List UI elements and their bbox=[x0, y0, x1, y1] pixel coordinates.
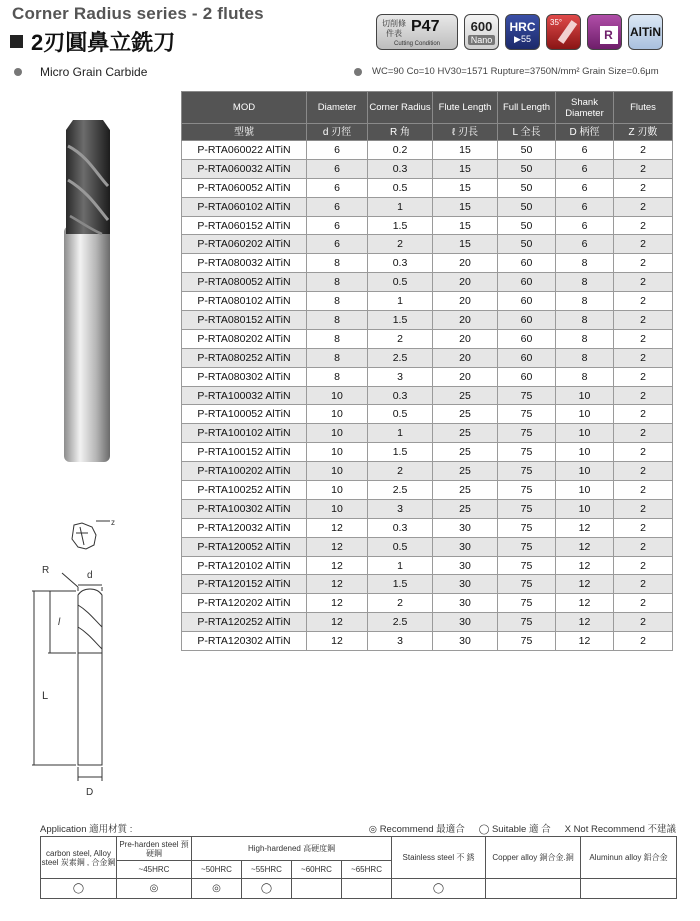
table-cell: 20 bbox=[433, 367, 498, 386]
table-row bbox=[182, 424, 673, 443]
helix-angle-badge bbox=[546, 14, 581, 50]
legend-recommend: ◎ Recommend 最適合 bbox=[368, 824, 465, 835]
app-mark bbox=[581, 879, 677, 899]
model-cell: P-RTA100052 AlTiN bbox=[182, 405, 307, 424]
model-cell: P-RTA080052 AlTiN bbox=[182, 273, 307, 292]
material-text: Micro Grain Carbide bbox=[40, 65, 148, 79]
app-mark: ◯ bbox=[392, 879, 486, 899]
table-cell: 75 bbox=[498, 443, 556, 462]
table-cell: 2 bbox=[614, 329, 673, 348]
table-cell: 8 bbox=[307, 311, 368, 330]
table-cell: 2 bbox=[614, 556, 673, 575]
table-cell: 2 bbox=[368, 594, 433, 613]
col-header: Diameter bbox=[307, 92, 368, 124]
table-cell: 2 bbox=[614, 159, 673, 178]
table-cell: 2 bbox=[614, 386, 673, 405]
model-cell: P-RTA100252 AlTiN bbox=[182, 481, 307, 500]
app-mark: ◎ bbox=[117, 879, 192, 899]
table-cell: 2 bbox=[614, 348, 673, 367]
table-cell: 30 bbox=[433, 613, 498, 632]
table-cell: 6 bbox=[307, 235, 368, 254]
table-cell: 10 bbox=[556, 405, 614, 424]
table-cell: 25 bbox=[433, 481, 498, 500]
table-cell: 30 bbox=[433, 594, 498, 613]
model-cell: P-RTA080202 AlTiN bbox=[182, 329, 307, 348]
application-header bbox=[40, 821, 676, 835]
table-cell: 6 bbox=[307, 216, 368, 235]
table-cell: 2.5 bbox=[368, 613, 433, 632]
helix-label: 35° bbox=[550, 18, 563, 27]
table-cell: 2 bbox=[614, 292, 673, 311]
app-sub: ~60HRC bbox=[292, 861, 342, 879]
model-cell: P-RTA060202 AlTiN bbox=[182, 235, 307, 254]
table-cell: 12 bbox=[307, 575, 368, 594]
table-cell: 50 bbox=[498, 141, 556, 160]
table-cell: 75 bbox=[498, 632, 556, 651]
table-cell: 12 bbox=[556, 518, 614, 537]
nano-top: 600 bbox=[470, 19, 493, 34]
model-cell: P-RTA100302 AlTiN bbox=[182, 499, 307, 518]
app-preharden: Pre-harden steel 預硬鋼 bbox=[117, 837, 192, 861]
table-cell: 1 bbox=[368, 424, 433, 443]
table-cell: 60 bbox=[498, 329, 556, 348]
table-cell: 60 bbox=[498, 292, 556, 311]
col-header: Flutes bbox=[614, 92, 673, 124]
table-cell: 1 bbox=[368, 197, 433, 216]
table-cell: 6 bbox=[307, 141, 368, 160]
table-cell: 10 bbox=[556, 386, 614, 405]
table-cell: 12 bbox=[556, 613, 614, 632]
table-cell: 15 bbox=[433, 197, 498, 216]
table-row bbox=[182, 159, 673, 178]
col-header: R 角 bbox=[368, 124, 433, 141]
table-cell: 8 bbox=[307, 273, 368, 292]
table-row bbox=[182, 367, 673, 386]
table-cell: 0.3 bbox=[368, 254, 433, 273]
model-cell: P-RTA120032 AlTiN bbox=[182, 518, 307, 537]
table-cell: 20 bbox=[433, 292, 498, 311]
title-zh-text: 2刃圓鼻立銑刀 bbox=[31, 30, 176, 55]
table-cell: 60 bbox=[498, 273, 556, 292]
hrc-badge bbox=[505, 14, 540, 50]
app-mark bbox=[486, 879, 581, 899]
table-cell: 75 bbox=[498, 613, 556, 632]
model-cell: P-RTA120052 AlTiN bbox=[182, 537, 307, 556]
app-sub: ~45HRC bbox=[117, 861, 192, 879]
table-cell: 12 bbox=[556, 556, 614, 575]
table-row bbox=[182, 481, 673, 500]
table-cell: 0.2 bbox=[368, 141, 433, 160]
table-row bbox=[182, 613, 673, 632]
z-label: z bbox=[111, 518, 115, 527]
table-row bbox=[182, 518, 673, 537]
table-cell: 0.5 bbox=[368, 537, 433, 556]
model-cell: P-RTA120252 AlTiN bbox=[182, 613, 307, 632]
table-cell: 12 bbox=[556, 537, 614, 556]
square-bullet-icon bbox=[10, 35, 23, 48]
model-cell: P-RTA100102 AlTiN bbox=[182, 424, 307, 443]
table-cell: 10 bbox=[307, 443, 368, 462]
table-cell: 25 bbox=[433, 386, 498, 405]
model-cell: P-RTA080252 AlTiN bbox=[182, 348, 307, 367]
end-mill-image bbox=[58, 116, 118, 466]
cond-code: P47 bbox=[411, 18, 440, 35]
cond-en: Cutting Condition bbox=[393, 41, 441, 47]
app-mark: ◯ bbox=[41, 879, 117, 899]
cond-zh: 切削條件表 bbox=[382, 19, 406, 38]
L-label: L bbox=[42, 690, 49, 702]
application-label: Application 適用材質 : bbox=[40, 824, 133, 835]
table-row bbox=[182, 273, 673, 292]
table-cell: 75 bbox=[498, 575, 556, 594]
table-cell: 12 bbox=[307, 556, 368, 575]
table-cell: 2 bbox=[614, 575, 673, 594]
table-cell: 8 bbox=[556, 348, 614, 367]
r-label: R bbox=[42, 565, 50, 576]
table-cell: 50 bbox=[498, 159, 556, 178]
table-row bbox=[182, 575, 673, 594]
table-cell: 2 bbox=[614, 632, 673, 651]
table-cell: 0.3 bbox=[368, 386, 433, 405]
table-cell: 15 bbox=[433, 235, 498, 254]
table-cell: 1.5 bbox=[368, 575, 433, 594]
corner-radius-badge bbox=[587, 14, 622, 50]
application-table bbox=[40, 836, 677, 899]
header-row-en bbox=[182, 92, 673, 124]
bullet-icon bbox=[14, 68, 22, 76]
table-cell: 12 bbox=[556, 594, 614, 613]
radius-icon: R bbox=[600, 26, 618, 44]
table-cell: 8 bbox=[556, 311, 614, 330]
table-row bbox=[182, 443, 673, 462]
table-row bbox=[182, 254, 673, 273]
table-cell: 2 bbox=[614, 197, 673, 216]
table-cell: 6 bbox=[556, 178, 614, 197]
hrc-bottom: ▶55 bbox=[514, 33, 531, 44]
table-cell: 75 bbox=[498, 386, 556, 405]
table-row bbox=[182, 235, 673, 254]
table-cell: 30 bbox=[433, 556, 498, 575]
table-cell: 15 bbox=[433, 216, 498, 235]
table-cell: 2 bbox=[614, 499, 673, 518]
table-cell: 1.5 bbox=[368, 216, 433, 235]
table-cell: 50 bbox=[498, 197, 556, 216]
app-stainless: Stainless steel 不 銹 bbox=[392, 837, 486, 879]
table-cell: 6 bbox=[556, 159, 614, 178]
table-cell: 25 bbox=[433, 462, 498, 481]
model-cell: P-RTA060032 AlTiN bbox=[182, 159, 307, 178]
table-row bbox=[182, 594, 673, 613]
material-spec bbox=[354, 66, 659, 77]
col-header: ℓ 刃長 bbox=[433, 124, 498, 141]
badge-row bbox=[376, 14, 663, 50]
table-cell: 10 bbox=[307, 405, 368, 424]
model-cell: P-RTA080302 AlTiN bbox=[182, 367, 307, 386]
app-aluminum: Aluminun alloy 鋁合金 bbox=[581, 837, 677, 879]
table-row bbox=[182, 632, 673, 651]
table-cell: 50 bbox=[498, 235, 556, 254]
table-row bbox=[182, 178, 673, 197]
table-cell: 30 bbox=[433, 575, 498, 594]
application-legend bbox=[369, 821, 676, 835]
table-cell: 2 bbox=[614, 537, 673, 556]
table-row bbox=[182, 216, 673, 235]
col-header: Z 刃數 bbox=[614, 124, 673, 141]
table-cell: 75 bbox=[498, 556, 556, 575]
table-cell: 12 bbox=[307, 613, 368, 632]
table-cell: 1 bbox=[368, 556, 433, 575]
d-label: d bbox=[87, 570, 93, 581]
table-row bbox=[182, 329, 673, 348]
coating-badge bbox=[628, 14, 663, 50]
table-cell: 12 bbox=[307, 537, 368, 556]
table-cell: 2 bbox=[614, 141, 673, 160]
table-row bbox=[182, 141, 673, 160]
table-cell: 75 bbox=[498, 405, 556, 424]
table-cell: 20 bbox=[433, 348, 498, 367]
table-cell: 2 bbox=[614, 518, 673, 537]
app-copper: Copper alloy 銅合金.銅 bbox=[486, 837, 581, 879]
model-cell: P-RTA060152 AlTiN bbox=[182, 216, 307, 235]
table-cell: 1 bbox=[368, 292, 433, 311]
table-cell: 2 bbox=[614, 235, 673, 254]
table-row bbox=[182, 556, 673, 575]
table-row bbox=[182, 462, 673, 481]
model-cell: P-RTA100032 AlTiN bbox=[182, 386, 307, 405]
table-cell: 2.5 bbox=[368, 481, 433, 500]
app-mark bbox=[342, 879, 392, 899]
table-cell: 6 bbox=[307, 159, 368, 178]
app-mark bbox=[292, 879, 342, 899]
col-header: L 全長 bbox=[498, 124, 556, 141]
table-cell: 75 bbox=[498, 424, 556, 443]
table-cell: 8 bbox=[307, 329, 368, 348]
app-high-hardened: High-hardened 高硬度鋼 bbox=[192, 837, 392, 861]
table-row bbox=[182, 386, 673, 405]
table-cell: 30 bbox=[433, 632, 498, 651]
table-cell: 25 bbox=[433, 424, 498, 443]
table-row bbox=[182, 499, 673, 518]
table-cell: 30 bbox=[433, 518, 498, 537]
table-cell: 8 bbox=[307, 292, 368, 311]
table-cell: 10 bbox=[307, 386, 368, 405]
table-cell: 10 bbox=[556, 462, 614, 481]
bullet-icon bbox=[354, 68, 362, 76]
table-cell: 10 bbox=[307, 462, 368, 481]
table-cell: 15 bbox=[433, 178, 498, 197]
table-cell: 15 bbox=[433, 141, 498, 160]
col-header: Shank Diameter bbox=[556, 92, 614, 124]
table-row bbox=[182, 348, 673, 367]
model-cell: P-RTA120152 AlTiN bbox=[182, 575, 307, 594]
table-cell: 0.5 bbox=[368, 273, 433, 292]
table-cell: 10 bbox=[307, 424, 368, 443]
table-cell: 2 bbox=[368, 462, 433, 481]
table-cell: 6 bbox=[556, 141, 614, 160]
table-cell: 60 bbox=[498, 254, 556, 273]
table-cell: 25 bbox=[433, 443, 498, 462]
table-cell: 0.5 bbox=[368, 405, 433, 424]
model-cell: P-RTA100202 AlTiN bbox=[182, 462, 307, 481]
table-cell: 0.3 bbox=[368, 518, 433, 537]
table-cell: 8 bbox=[307, 254, 368, 273]
table-cell: 2 bbox=[614, 178, 673, 197]
app-mark: ◎ bbox=[192, 879, 242, 899]
table-cell: 2 bbox=[614, 594, 673, 613]
table-cell: 2 bbox=[368, 329, 433, 348]
table-cell: 0.5 bbox=[368, 178, 433, 197]
table-cell: 2 bbox=[614, 424, 673, 443]
table-cell: 2 bbox=[614, 462, 673, 481]
table-cell: 12 bbox=[307, 594, 368, 613]
table-cell: 50 bbox=[498, 216, 556, 235]
table-cell: 8 bbox=[556, 367, 614, 386]
table-cell: 12 bbox=[556, 575, 614, 594]
table-cell: 8 bbox=[307, 348, 368, 367]
table-cell: 75 bbox=[498, 537, 556, 556]
table-cell: 60 bbox=[498, 367, 556, 386]
table-cell: 2.5 bbox=[368, 348, 433, 367]
app-sub: ~55HRC bbox=[242, 861, 292, 879]
title-en: Corner Radius series - 2 flutes bbox=[12, 4, 264, 23]
model-cell: P-RTA120302 AlTiN bbox=[182, 632, 307, 651]
model-cell: P-RTA060052 AlTiN bbox=[182, 178, 307, 197]
coating-label: AlTiN bbox=[629, 25, 662, 39]
legend-not-recommend: X Not Recommend 不建議 bbox=[564, 824, 676, 835]
table-cell: 15 bbox=[433, 159, 498, 178]
table-cell: 75 bbox=[498, 481, 556, 500]
table-cell: 3 bbox=[368, 632, 433, 651]
dimension-diagram bbox=[20, 515, 130, 805]
D-label: D bbox=[86, 787, 94, 798]
app-sub: ~50HRC bbox=[192, 861, 242, 879]
table-cell: 60 bbox=[498, 311, 556, 330]
table-cell: 25 bbox=[433, 405, 498, 424]
table-row bbox=[182, 311, 673, 330]
table-row bbox=[182, 292, 673, 311]
title-zh bbox=[10, 26, 175, 57]
table-cell: 3 bbox=[368, 499, 433, 518]
table-cell: 12 bbox=[556, 632, 614, 651]
table-cell: 0.3 bbox=[368, 159, 433, 178]
table-cell: 8 bbox=[556, 273, 614, 292]
table-cell: 60 bbox=[498, 348, 556, 367]
table-cell: 75 bbox=[498, 499, 556, 518]
app-sub: ~65HRC bbox=[342, 861, 392, 879]
table-cell: 10 bbox=[556, 424, 614, 443]
material-spec-text: WC=90 Co=10 HV30=1571 Rupture=3750N/mm² Grain Size=0.6μm bbox=[372, 66, 659, 77]
table-cell: 6 bbox=[556, 197, 614, 216]
table-cell: 6 bbox=[307, 178, 368, 197]
table-cell: 20 bbox=[433, 311, 498, 330]
table-cell: 25 bbox=[433, 499, 498, 518]
table-cell: 10 bbox=[556, 499, 614, 518]
app-carbon: carbon steel, Alloy steel 炭素鋼 , 合金鋼 bbox=[41, 837, 117, 879]
model-cell: P-RTA100152 AlTiN bbox=[182, 443, 307, 462]
table-cell: 1.5 bbox=[368, 311, 433, 330]
table-cell: 2 bbox=[614, 405, 673, 424]
table-cell: 10 bbox=[307, 499, 368, 518]
table-cell: 50 bbox=[498, 178, 556, 197]
table-cell: 20 bbox=[433, 329, 498, 348]
table-cell: 10 bbox=[556, 443, 614, 462]
legend-suitable: ◯ Suitable 適 合 bbox=[478, 824, 551, 835]
table-cell: 10 bbox=[307, 481, 368, 500]
header-row-zh bbox=[182, 124, 673, 141]
cutting-condition-badge[interactable] bbox=[376, 14, 458, 50]
table-cell: 75 bbox=[498, 462, 556, 481]
model-cell: P-RTA120102 AlTiN bbox=[182, 556, 307, 575]
table-cell: 2 bbox=[614, 311, 673, 330]
col-header: Full Length bbox=[498, 92, 556, 124]
table-cell: 20 bbox=[433, 254, 498, 273]
model-cell: P-RTA080152 AlTiN bbox=[182, 311, 307, 330]
table-cell: 2 bbox=[614, 273, 673, 292]
table-cell: 6 bbox=[556, 216, 614, 235]
table-cell: 10 bbox=[556, 481, 614, 500]
col-header: 型號 bbox=[182, 124, 307, 141]
col-header: d 刃徑 bbox=[307, 124, 368, 141]
model-cell: P-RTA060102 AlTiN bbox=[182, 197, 307, 216]
table-row bbox=[182, 197, 673, 216]
table-cell: 3 bbox=[368, 367, 433, 386]
l-label: l bbox=[58, 617, 61, 628]
model-cell: P-RTA080102 AlTiN bbox=[182, 292, 307, 311]
table-cell: 75 bbox=[498, 594, 556, 613]
nano-bottom: Nano bbox=[468, 35, 496, 45]
table-cell: 8 bbox=[556, 254, 614, 273]
table-cell: 75 bbox=[498, 518, 556, 537]
app-mark: ◯ bbox=[242, 879, 292, 899]
table-cell: 6 bbox=[556, 235, 614, 254]
table-cell: 2 bbox=[614, 254, 673, 273]
table-cell: 2 bbox=[614, 443, 673, 462]
model-cell: P-RTA120202 AlTiN bbox=[182, 594, 307, 613]
table-cell: 8 bbox=[307, 367, 368, 386]
table-cell: 1.5 bbox=[368, 443, 433, 462]
table-cell: 6 bbox=[307, 197, 368, 216]
table-cell: 8 bbox=[556, 329, 614, 348]
hrc-top: HRC bbox=[509, 19, 536, 34]
col-header: MOD bbox=[182, 92, 307, 124]
material-note bbox=[14, 65, 147, 79]
model-cell: P-RTA080032 AlTiN bbox=[182, 254, 307, 273]
table-cell: 2 bbox=[614, 367, 673, 386]
table-cell: 2 bbox=[614, 216, 673, 235]
table-cell: 12 bbox=[307, 518, 368, 537]
model-cell: P-RTA060022 AlTiN bbox=[182, 141, 307, 160]
table-cell: 2 bbox=[614, 613, 673, 632]
table-cell: 2 bbox=[368, 235, 433, 254]
col-header: Flute Length bbox=[433, 92, 498, 124]
table-cell: 2 bbox=[614, 481, 673, 500]
table-cell: 30 bbox=[433, 537, 498, 556]
table-cell: 8 bbox=[556, 292, 614, 311]
nano-badge bbox=[464, 14, 499, 50]
table-cell: 12 bbox=[307, 632, 368, 651]
col-header: Corner Radius bbox=[368, 92, 433, 124]
col-header: D 柄徑 bbox=[556, 124, 614, 141]
spec-table bbox=[181, 91, 673, 651]
table-row bbox=[182, 405, 673, 424]
table-cell: 20 bbox=[433, 273, 498, 292]
table-row bbox=[182, 537, 673, 556]
